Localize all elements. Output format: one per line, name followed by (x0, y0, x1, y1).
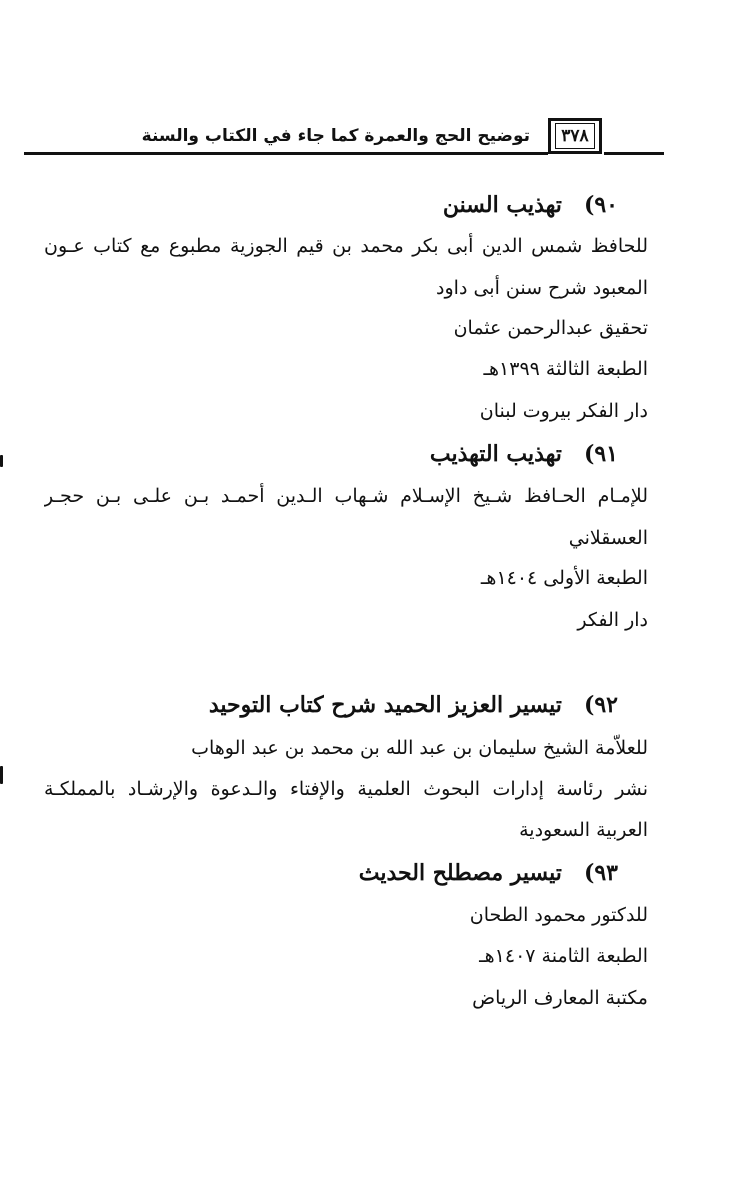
header-rule-right (604, 152, 664, 155)
entry-number: ٩٣) (583, 860, 618, 886)
entry-number: ٩٢) (583, 692, 618, 718)
entry-line: الطبعة الثالثة ١٣٩٩هـ (483, 358, 648, 380)
entry-line: العربية السعودية (519, 819, 648, 841)
entry-line: للإمـام الحـافظ شـيخ الإسـلام شـهاب الـدين أحمـد بـن علـى بـن حجـر (44, 485, 648, 507)
entry-title (44, 437, 618, 471)
entry-line: للدكتور محمود الطحان (469, 904, 648, 926)
entry-number: ٩١) (583, 441, 618, 467)
entry-line: الطبعة الثامنة ١٤٠٧هـ (479, 945, 648, 967)
entry-line: دار الفكر (577, 609, 648, 631)
entry-line: تحقيق عبدالرحمن عثمان (453, 317, 648, 339)
entry-title (44, 688, 618, 722)
entry-title-text: تيسير العزيز الحميد شرح كتاب التوحيد (208, 692, 562, 718)
page-header (0, 118, 746, 168)
entry-title (44, 856, 618, 890)
entry-title (44, 188, 618, 222)
entry-line: المعبود شرح سنن أبى داود (436, 277, 648, 299)
page-number-box (548, 118, 602, 154)
entry-number: ٩٠) (583, 192, 618, 218)
margin-mark (0, 455, 3, 467)
entry-line: الطبعة الأولى ١٤٠٤هـ (480, 567, 648, 589)
margin-mark (0, 766, 3, 784)
running-title: توضيح الحج والعمرة كما جاء في الكتاب والسنة (141, 126, 530, 146)
entry-line: نشر رئاسة إدارات البحوث العلمية والإفتاء والـدعوة والإرشـاد بالمملكـة (44, 778, 648, 800)
entry-title-text: تهذيب السنن (442, 192, 562, 218)
entry-title-text: تهذيب التهذيب (429, 441, 562, 467)
page-number: ٣٧٨ (555, 123, 595, 149)
entry-line: مكتبة المعارف الرياض (472, 987, 648, 1009)
header-rule-left (24, 152, 548, 155)
entry-line: دار الفكر بيروت لبنان (479, 400, 648, 422)
entry-line: العسقلاني (568, 527, 648, 549)
entry-line: للحافظ شمس الدين أبى بكر محمد بن قيم الجوزية مطبوع مع كتاب عـون (44, 235, 648, 257)
entry-line: للعلاّمة الشيخ سليمان بن عبد الله بن محمد بن عبد الوهاب (191, 737, 648, 759)
entry-title-text: تيسير مصطلح الحديث (358, 860, 562, 886)
